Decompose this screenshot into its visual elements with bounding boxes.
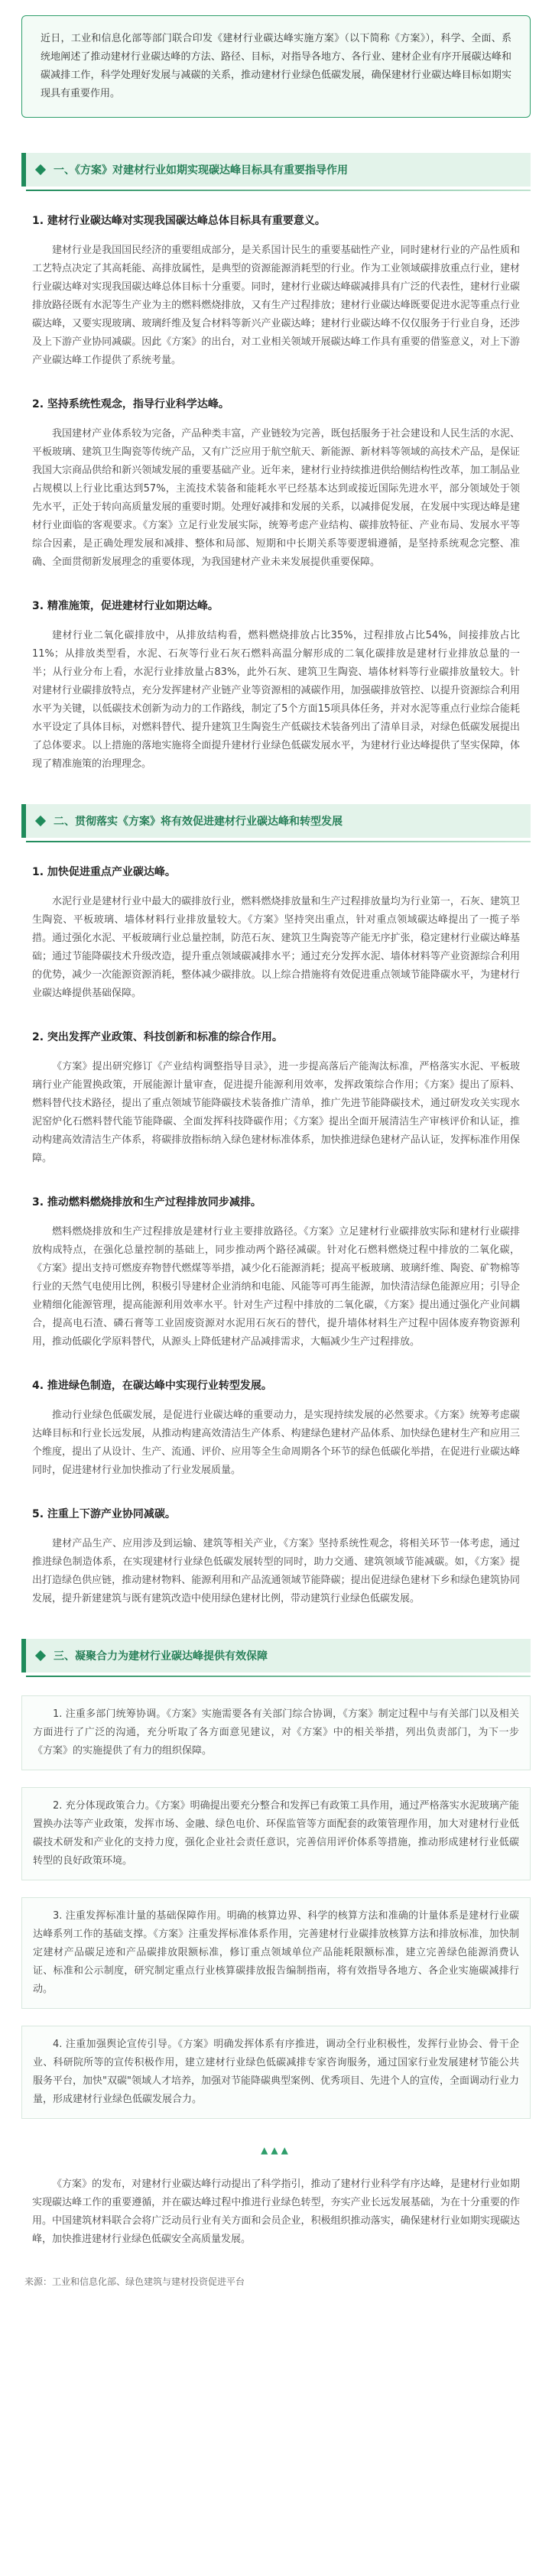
diamond-bullet-icon — [35, 164, 46, 175]
closing-paragraph: 《方案》的发布，对建材行业碳达峰行动提出了科学指引，推动了建材行业科学有序达峰，是建材行业如期实现碳达峰工作的重要遵循，并在碳达峰过程中推进行业绿色转型，夯实产业长远发展基础，为在十分重要的作用。中国建筑材料联合会将广泛动员行业有关方面和会员企业，积极组织推动落实，确保建材行业如期实现碳达峰，加快推进建材行业绿色低碳安全高质量发展。 — [32, 2179, 520, 2245]
boxed-paragraph: 2. 充分体现政策合力。《方案》明确提出要充分整合和发挥已有政策工具作用，通过严格落实水泥玻璃产能置换办法等产业政策，发挥市场、金融、绿色电价、环保监管等方面配套的政策管理作用，加大对建材行业低碳技术研发和产业化的支持力度，强化企业社会责任意识，完善信用评价体系等措施，推动形成建材行业低碳转型的良好政策环境。 — [21, 1787, 531, 1880]
intro-box — [21, 15, 531, 118]
body-paragraph: 水泥行业是建材行业中最大的碳排放行业，燃料燃烧排放量和生产过程排放量均为行业第一，石灰、建筑卫生陶瓷、平板玻璃、墙体材料行业排放量较大。《方案》坚持突出重点，针对重点领域碳达峰提出了一揽子举措。通过强化水泥、平板玻璃行业总量控制，防范石灰、建筑卫生陶瓷等产能无序扩张，稳定建材行业碳达峰基础；通过节能降碳技术升级改造，提升重点领域碳减排水平；通过充分发挥水泥、墙体材料等产业资源综合利用的优势，减少一次能源资源消耗，整体减少碳排放。以上综合措施将有效促进重点领域节能降碳水平，为建材行业碳达峰提供基础保障。 — [32, 896, 520, 999]
section-header — [21, 153, 531, 187]
subsection-heading: 4. 推进绿色制造，在碳达峰中实现行业转型发展。 — [32, 1380, 272, 1392]
boxed-paragraph: 4. 注重加强舆论宣传引导。《方案》明确发挥体系有序推进，调动全行业积极性，发挥行业协会、骨干企业、科研院所等的宣传积极作用，建立建材行业绿色低碳减排专家咨询服务，通过国家行业发展建材节能公共服务平台，加快"双碳"领域人才培养，加强对节能降碳典型案例、优秀项目、先进个人的宣传，全面调动行业力量，形成建材行业绿色低碳发展合力。 — [21, 2026, 531, 2119]
body-paragraph: 燃料燃烧排放和生产过程排放是建材行业主要排放路径。《方案》立足建材行业碳排放实际和建材行业碳排放构成特点，在强化总量控制的基础上，同步推动两个路径减碳。针对化石燃料燃烧过程中排放的二氧化碳，《方案》提出支持可燃废弃物替代燃煤等举措，减少化石能源消耗；提高平板玻璃、玻璃纤维、陶瓷、矿物棉等行业的天然气电使用比例，积极引导建材企业消纳和电能、风能等可再生能源，加快清洁绿色能源应用；引导企业精细化能源管理，提高能源利用效率水平。针对生产过程中排放的二氧化碳，《方案》提出通过强化产业间耦合，提高电石渣、磷石膏等工业固废资源对水泥用石灰石的替代，提升墙体材料生产过程中固体废弃物资源利用，推动低碳化学原料替代，从源头上降低建材产品减排需求，大幅减少生产过程排放。 — [32, 1226, 520, 1348]
body-paragraph: 《方案》提出研究修订《产业结构调整指导目录》，进一步提高落后产能淘汰标准，严格落实水泥、平板玻璃行业产能置换政策，开展能源计量审查，促进提升能源利用效率，发挥政策综合作用；《方案》提出了原料、燃料替代技术路径，提出了重点领域节能降碳技术装备推广清单，推广先进节能降碳技术，通过研发攻关实现水泥窑炉化石燃料替代能节能降碳、全面发挥科技降碳作用；《方案》提出全面开展清洁生产审核评价和认证，推动构建高效清洁生产体系，将碳排放指标纳入绿色建材标准体系，加快推进绿色建材产品认证，发挥标准作用保障。 — [32, 1061, 520, 1164]
body-paragraph: 我国建材产业体系较为完备，产品种类丰富，产业链较为完善，既包括服务于社会建设和人民生活的水泥、平板玻璃、建筑卫生陶瓷等传统产品，又有广泛应用于航空航天、新能源、新材料等领域的高技术产品，是保证我国大宗商品供给和新兴领域发展的重要基础产业。近年来，建材行业持续推进供给侧结构性改革，加工制品业占规模以上行业比重达到57%，主流技术装备和能耗水平已经基本达到或接近国际先进水平，部分领域处于领先水平，正处于转向高质量发展的重要时期。处理好减排和发展的关系，以减排促发展，在发展中实现达峰是建材行业面临的客观要求。《方案》立足行业发展实际，统筹考虑产业结构、碳排放特征、产业布局、发展水平等综合因素，是正确处理发展和减排、整体和局部、短期和中长期关系等要逻辑遵循，是坚持系统观念完整、准确、全面贯彻新发展理念的重要体现，为我国建材产业未来发展提供重要保障。 — [32, 428, 520, 568]
diamond-bullet-icon — [35, 816, 46, 826]
section-title: 二、贯彻落实《方案》将有效促进建材行业碳达峰和转型发展 — [54, 816, 343, 828]
subsection-heading: 3. 精准施策，促进建材行业如期达峰。 — [32, 600, 219, 612]
body-paragraph: 推动行业绿色低碳发展，是促进行业碳达峰的重要动力，是实现持续发展的必然要求。《方案》统筹考虑碳达峰目标和行业长远发展，从推动构建高效清洁生产体系、构建绿色建材产品体系、加快绿色建材生产和应用三个维度，提出了从设计、生产、流通、评价、应用等全生命周期各个环节的绿色低碳化举措，在促进行业碳达峰同时，促进建材行业加快推动了行业发展质量。 — [32, 1410, 520, 1476]
section-title: 一、《方案》对建材行业如期实现碳达峰目标具有重要指导作用 — [54, 164, 348, 177]
subsection-heading: 2. 突出发挥产业政策、科技创新和标准的综合作用。 — [32, 1031, 283, 1043]
body-paragraph: 建材行业是我国国民经济的重要组成部分，是关系国计民生的重要基础性产业，同时建材行业的产品性质和工艺特点决定了其高耗能、高排放属性，是典型的资源能源消耗型的行业。作为工业领域碳排放重点行业，建材行业碳达峰对实现我国碳达峰总体目标十分重要。同时，建材行业碳达峰碳减排具有广泛的代表性，建材行业碳排放路径既有水泥等生产业为主的燃料燃烧排放，又有生产过程排放；建材行业碳达峰既要促进水泥等重点行业碳达峰，又要实现玻璃、玻璃纤维及复合材料等新兴产业碳达峰；建材行业碳达峰不仅仅服务于行业自身，还涉及上下游产业协同减碳。因此《方案》的出台，对工业相关领域开展碳达峰工作具有重要的借鉴意义，对上下游产业碳达峰工作提供了系统考量。 — [32, 245, 520, 366]
section-header — [21, 804, 531, 838]
subsection-heading: 1. 建材行业碳达峰对实现我国碳达峰总体目标具有重要意义。 — [32, 215, 326, 227]
section-title: 三、凝聚合力为建材行业碳达峰提供有效保障 — [54, 1650, 268, 1663]
article-sections — [21, 153, 531, 2119]
section-underline — [26, 1676, 531, 1677]
boxed-paragraph: 3. 注重发挥标准计量的基础保障作用。明确的核算边界、科学的核算方法和准确的计量体系是建材行业碳达峰系列工作的基础支撑。《方案》注重发挥标准体系作用，完善建材行业碳排放核算方法和排放标准，加快制定建材产品碳足迹和产品碳排放限额标准，修订重点领域单位产品能耗限额标准，建立完善绿色能源消费认证、标准和公示制度，研究制定重点行业核算碳排放报告编制指南，将有效指导各地方、各企业实施碳减排行动。 — [21, 1897, 531, 2009]
body-paragraph: 建材行业二氧化碳排放中，从排放结构看，燃料燃烧排放占比35%，过程排放占比54%，间接排放占比11%；从排放类型看，水泥、石灰等行业石灰石燃料高温分解形成的二氧化碳排放是建材行业排放总量的一半；从行业分布上看，水泥行业排放量占83%，此外石灰、建筑卫生陶瓷、墙体材料等行业碳排放量较大。针对建材行业碳排放特点，充分发挥建材产业链产业等资源相的减碳作用，加强碳排放管控、以提升资源综合利用水平为关键，以低碳技术创新为动力的工作路线，制定了5个方面15项具体任务，并对水泥等重点行业综合能耗水平设定了具体目标，对燃料替代、提升建筑卫生陶瓷生产低碳技术装备列出了清单目录，对绿色低碳发展提出了总体要求。以上措施的落地实施将全面提升建材行业绿色低碳发展水平，为建材行业达峰提供了坚实保障，体现了精准施策的治理理念。 — [32, 630, 520, 770]
diamond-bullet-icon — [35, 1650, 46, 1661]
subsection-heading: 2. 坚持系统性观念，指导行业科学达峰。 — [32, 398, 229, 410]
subsection-heading: 3. 推动燃料燃烧排放和生产过程排放同步减排。 — [32, 1196, 261, 1209]
boxed-paragraph: 1. 注重多部门统筹协调。《方案》实施需要各有关部门综合协调，《方案》制定过程中与有关部门以及相关方面进行了广泛的沟通，充分听取了各方面意见建议，对《方案》中的相关举措，列出负责部门，为下一步《方案》的实施提供了有力的组织保障。 — [21, 1695, 531, 1770]
source-line: 来源：工业和信息化部、绿色建筑与建材投资促进平台 — [24, 2276, 245, 2287]
body-paragraph: 建材产品生产、应用涉及到运输、建筑等相关产业，《方案》坚持系统性观念，将相关环节一体考虑，通过推进绿色制造体系，在实现建材行业绿色低碳发展转型的同时，助力交通、建筑领域节能减碳。如，《方案》提出打造绿色供应链，推动建材物料、能源利用和产品流通领域节能降碳；提出促进绿色建材下乡和绿色建筑协同发展，提升新建建筑与既有建筑改造中使用绿色建材比例，带动建筑行业绿色低碳发展。 — [32, 1538, 520, 1604]
section-underline — [26, 841, 531, 842]
section-header — [21, 1639, 531, 1672]
subsection-heading: 1. 加快促进重点产业碳达峰。 — [32, 866, 176, 878]
section-divider: ▲▲▲ — [261, 2145, 291, 2156]
intro-text: 近日，工业和信息化部等部门联合印发《建材行业碳达峰实施方案》（以下简称《方案》），科学、全面、系统地阐述了推动建材行业碳达峰的方法、路径、目标，对指导各地方、各行业、建材企业有序开展碳达峰和碳减排工作，科学处理好发展与减碳的关系，推动建材行业绿色低碳发展，确保建材行业碳达峰目标如期实现具有重要作用。 — [41, 33, 511, 99]
section-underline — [26, 190, 531, 191]
subsection-heading: 5. 注重上下游产业协同减碳。 — [32, 1508, 176, 1520]
